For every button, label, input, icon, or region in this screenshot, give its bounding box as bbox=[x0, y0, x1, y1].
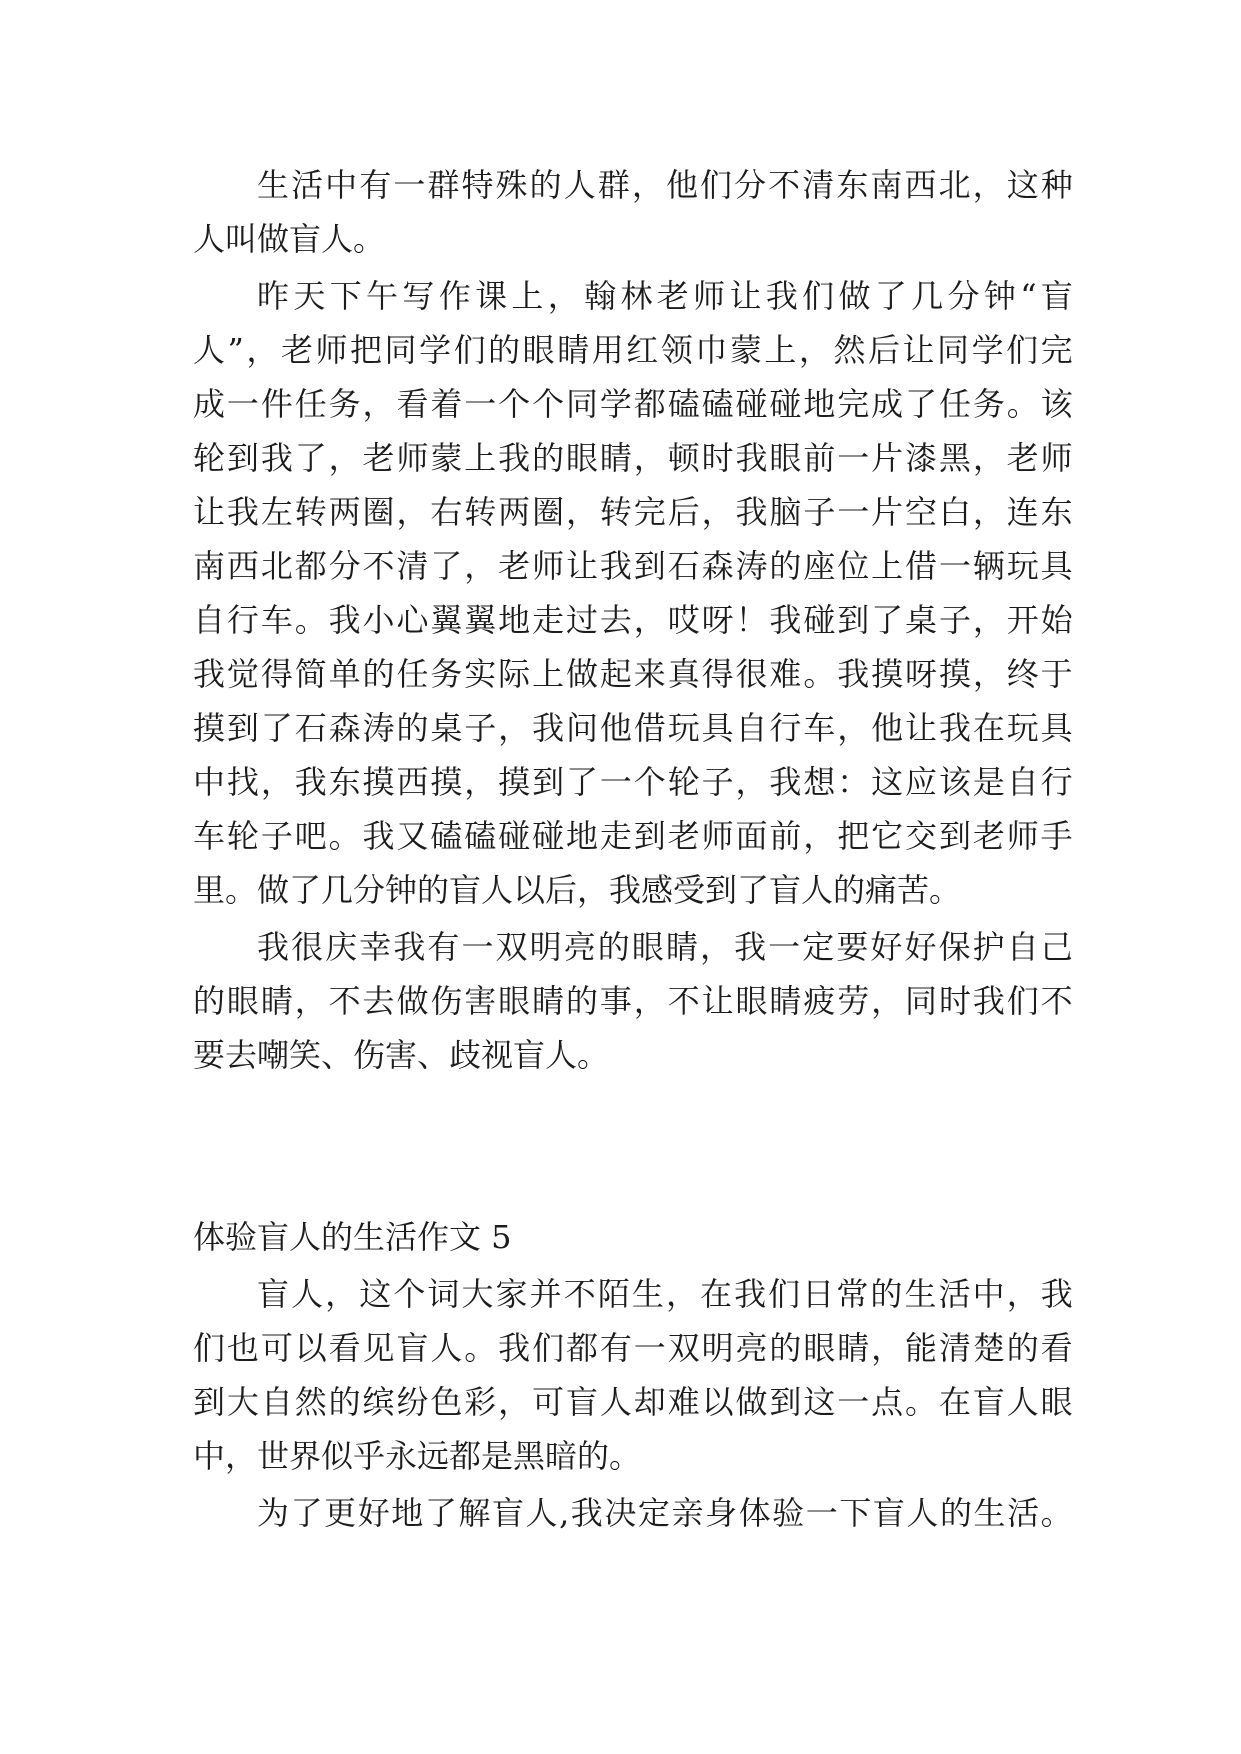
paragraph-line: 们 也 可 以 看 见 盲 人 。 我 们 都 有 一 双 明 亮 的 眼 睛 ， 能 清 楚 的 看 bbox=[193, 1329, 1073, 1367]
paragraph-line: 我 很 庆 幸 我 有 一 双 明 亮 的 眼 睛 ， 我 一 定 要 好 好 保 护 自 己 bbox=[257, 928, 1073, 966]
paragraph-line: 要去嘲笑、伤害、歧视盲人。 bbox=[193, 1036, 610, 1074]
paragraph-line: 南 西 北 都 分 不 清 了 ， 老 师 让 我 到 石 森 涛 的 座 位 上 借 一 辆 玩 具 bbox=[193, 547, 1073, 585]
paragraph-line: 车 轮 子 吧 。 我 又 磕 磕 碰 碰 地 走 到 老 师 面 前 ， 把 它 交 到 老 师 手 bbox=[193, 817, 1073, 855]
paragraph-line: 轮 到 我 了 ， 老 师 蒙 上 我 的 眼 睛 ， 顿 时 我 眼 前 一 片 漆 黑 ， 老 师 bbox=[193, 439, 1073, 477]
paragraph-line: 成 一 件 任 务 ， 看 着 一 个 个 同 学 都 磕 磕 碰 碰 地 完 成 了 任 务 。 该 bbox=[193, 385, 1073, 423]
paragraph-line: 自 行 车 。 我 小 心 翼 翼 地 走 过 去 ， 哎 呀 ！ 我 碰 到 了 桌 子 ， 开 始 bbox=[193, 601, 1073, 639]
paragraph-line: 中，世界似乎永远都是黑暗的。 bbox=[193, 1437, 642, 1475]
paragraph-line: 里。做了几分钟的盲人以后，我感受到了盲人的痛苦。 bbox=[193, 871, 962, 909]
paragraph-line: 让 我 左 转 两 圈 ， 右 转 两 圈 ， 转 完 后 ， 我 脑 子 一 片 空 白 ， 连 东 bbox=[193, 493, 1073, 531]
paragraph-line: 昨 天 下 午 写 作 课 上 ， 翰 林 老 师 让 我 们 做 了 几 分 钟 “ 盲 bbox=[257, 277, 1073, 315]
paragraph-line: 生 活 中 有 一 群 特 殊 的 人 群 ， 他 们 分 不 清 东 南 西 北 ， 这 种 bbox=[257, 166, 1073, 204]
paragraph-line: 的 眼 睛 ， 不 去 做 伤 害 眼 睛 的 事 ， 不 让 眼 睛 疲 劳 ， 同 时 我 们 不 bbox=[193, 982, 1073, 1020]
section-heading: 体验盲人的生活作文 5 bbox=[193, 1218, 512, 1256]
paragraph-line: 为 了 更 好 地 了 解 盲 人 , 我 决 定 亲 身 体 验 一 下 盲 人 的 生 活 。 bbox=[257, 1494, 1073, 1532]
paragraph-line: 人 ” ， 老 师 把 同 学 们 的 眼 睛 用 红 领 巾 蒙 上 ， 然 后 让 同 学 们 完 bbox=[193, 331, 1073, 369]
paragraph-line: 摸 到 了 石 森 涛 的 桌 子 ， 我 问 他 借 玩 具 自 行 车 ， 他 让 我 在 玩 具 bbox=[193, 709, 1073, 747]
paragraph-line: 人叫做盲人。 bbox=[193, 220, 386, 258]
paragraph-line: 到 大 自 然 的 缤 纷 色 彩 ， 可 盲 人 却 难 以 做 到 这 一 点 。 在 盲 人 眼 bbox=[193, 1383, 1073, 1421]
paragraph-line: 我 觉 得 简 单 的 任 务 实 际 上 做 起 来 真 得 很 难 。 我 摸 呀 摸 ， 终 于 bbox=[193, 655, 1073, 693]
paragraph-line: 中 找 ， 我 东 摸 西 摸 ， 摸 到 了 一 个 轮 子 ， 我 想 ： 这 应 该 是 自 行 bbox=[193, 763, 1073, 801]
paragraph-line: 盲 人 ， 这 个 词 大 家 并 不 陌 生 ， 在 我 们 日 常 的 生 活 中 ， 我 bbox=[257, 1275, 1073, 1313]
